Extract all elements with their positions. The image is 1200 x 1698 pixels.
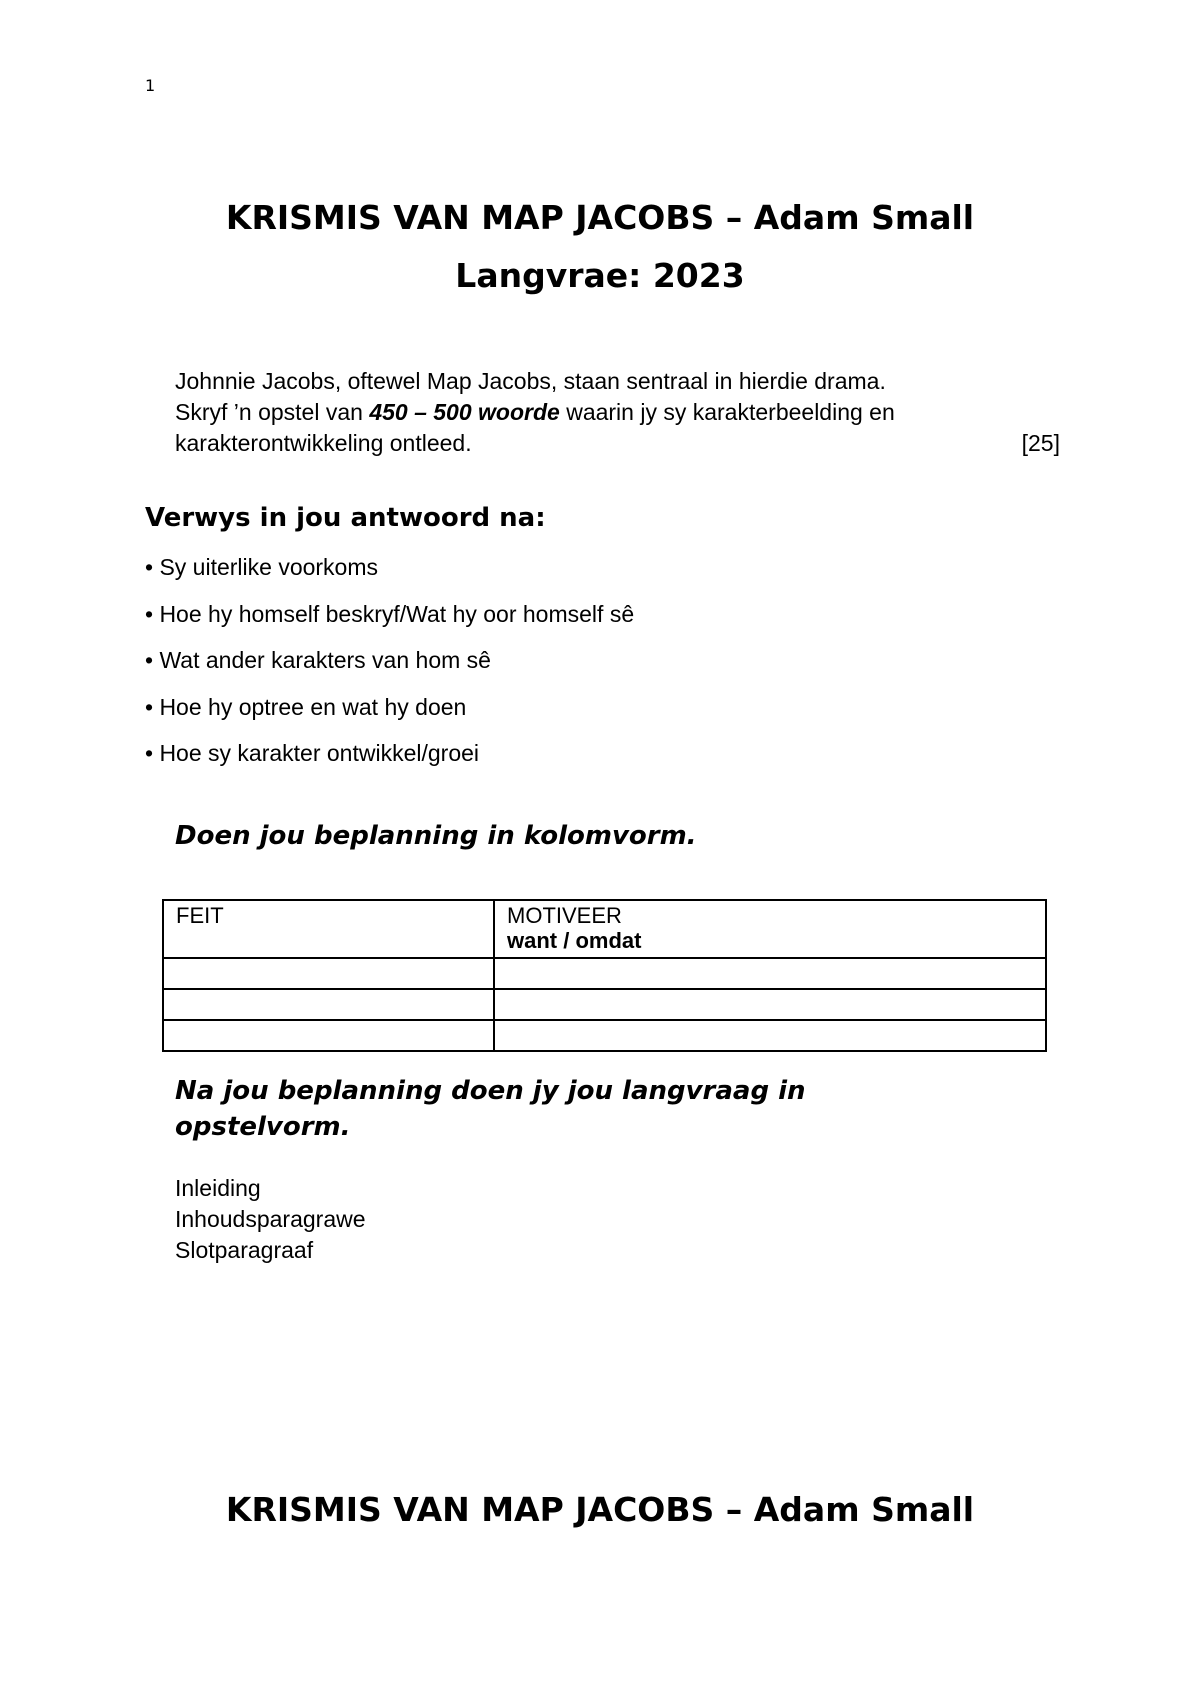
essay-structure-list [175, 1173, 366, 1266]
question-text [175, 366, 1060, 459]
refer-heading: Verwys in jou antwoord na: [145, 503, 546, 533]
table-cell-empty [494, 989, 1046, 1020]
page-number: 1 [145, 76, 156, 95]
table-cell-empty [163, 989, 494, 1020]
word-count: 450 – 500 woorde [369, 399, 560, 425]
list-item: • Hoe hy optree en wat hy doen [145, 693, 467, 720]
table-header-motiveer [494, 900, 1046, 958]
list-item: • Sy uiterlike voorkoms [145, 554, 379, 580]
list-item: • Hoe sy karakter ontwikkel/groei [145, 740, 480, 766]
list-item: Slotparagraaf [175, 1237, 314, 1263]
planning-instruction: Doen jou beplanning in kolomvorm. [175, 821, 697, 851]
question-line-2 [175, 397, 1060, 428]
essay-instruction-line-2: opstelvorm. [175, 1112, 351, 1142]
question-line-1: Johnnie Jacobs, oftewel Map Jacobs, staan sentraal in hierdie drama. [175, 368, 886, 394]
planning-table [162, 899, 1047, 1052]
list-item: Inhoudsparagrawe [175, 1206, 366, 1232]
list-item: Inleiding [175, 1175, 261, 1201]
table-cell-empty [494, 958, 1046, 989]
table-header-row [163, 900, 1046, 958]
marks-label: [25] [1021, 430, 1060, 456]
question-line-2-end: waarin jy sy karakterbeelding en [559, 399, 895, 425]
table-header-motiveer-label: MOTIVEER [507, 903, 622, 928]
table-row [163, 1020, 1046, 1051]
table-cell-empty [163, 958, 494, 989]
question-line-3-text: karakterontwikkeling ontleed. [175, 430, 472, 456]
essay-instruction [175, 1073, 806, 1145]
document-title: KRISMIS VAN MAP JACOBS – Adam Small [225, 198, 975, 237]
document-subtitle: Langvrae: 2023 [455, 256, 745, 295]
list-item: • Wat ander karakters van hom sê [145, 647, 491, 673]
table-row [163, 958, 1046, 989]
footer-title: KRISMIS VAN MAP JACOBS – Adam Small [225, 1490, 975, 1529]
essay-instruction-line-1: Na jou beplanning doen jy jou langvraag in [175, 1076, 806, 1106]
table-cell-empty [494, 1020, 1046, 1051]
table-header-motiveer-sub: want / omdat [507, 928, 642, 953]
question-line-3 [175, 428, 1060, 459]
table-row [163, 989, 1046, 1020]
table-header-feit: FEIT [163, 900, 494, 958]
bullet-list [145, 553, 634, 786]
table-cell-empty [163, 1020, 494, 1051]
list-item: • Hoe hy homself beskryf/Wat hy oor homself sê [145, 600, 635, 627]
question-line-2-start: Skryf ’n opstel van [175, 399, 370, 425]
